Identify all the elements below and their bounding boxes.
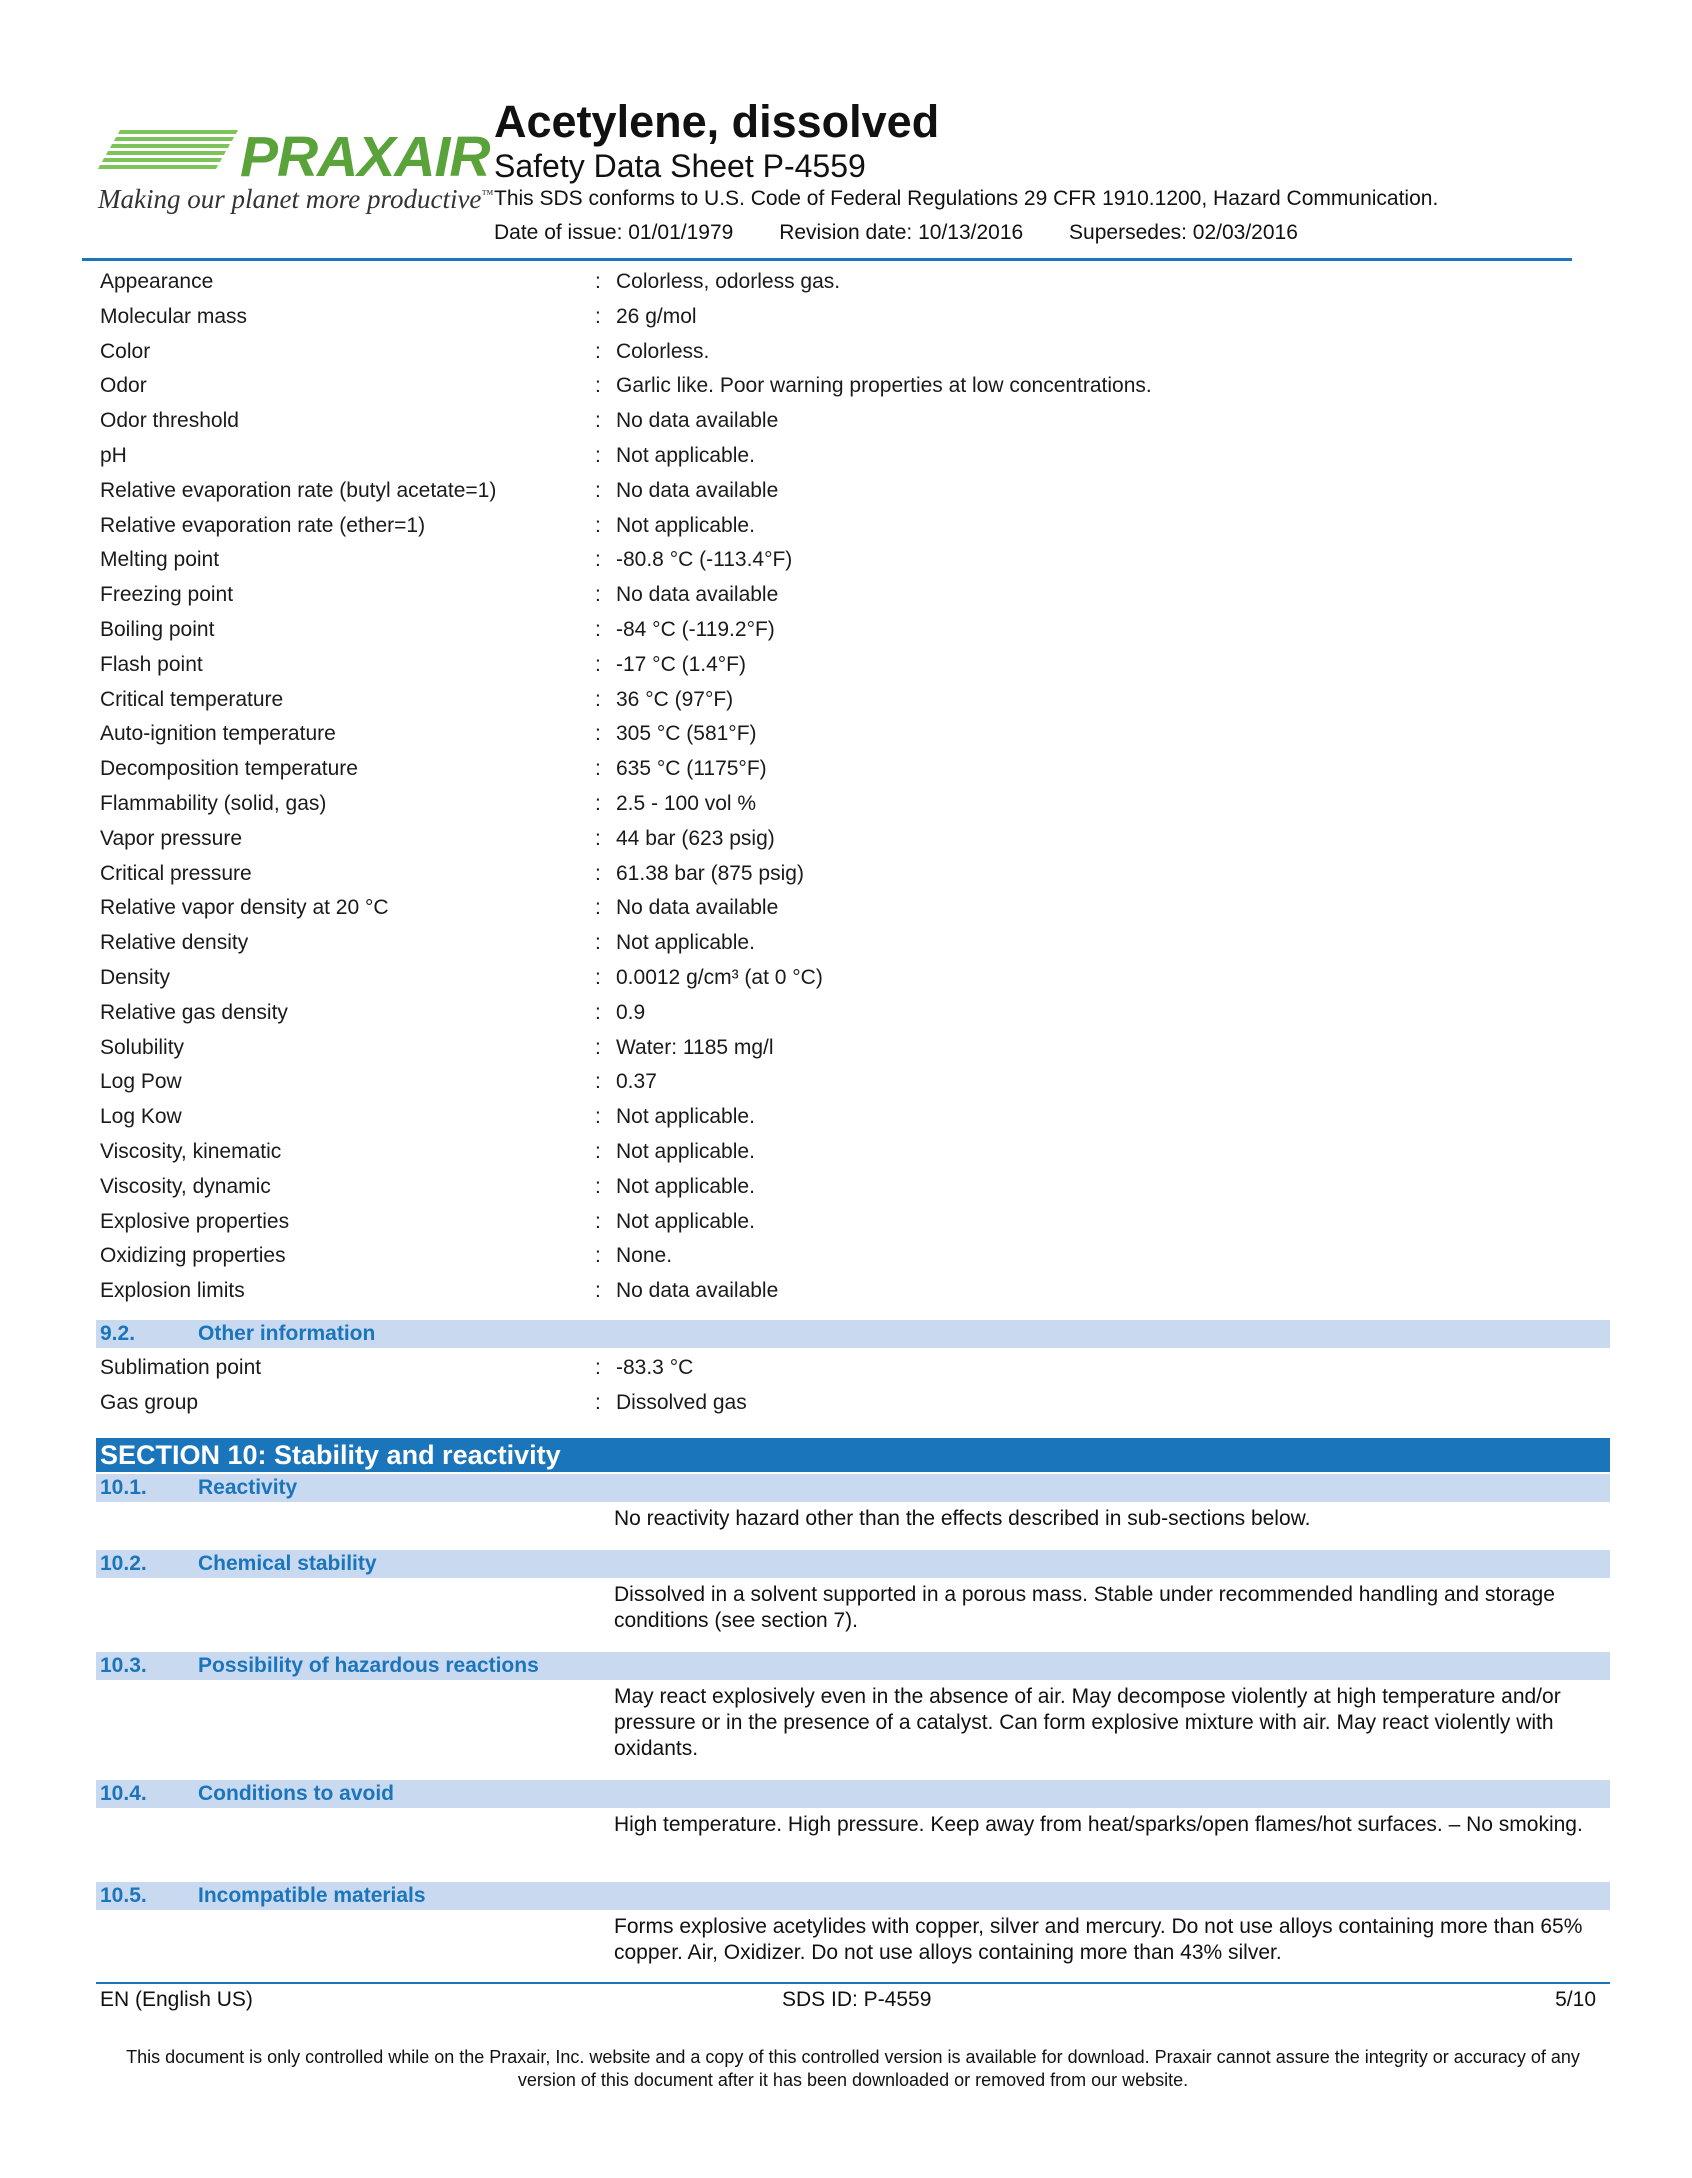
- property-row-other: [100, 1350, 1600, 1385]
- property-label: Log Pow: [100, 1070, 182, 1093]
- property-colon: :: [595, 340, 601, 363]
- property-label: Viscosity, kinematic: [100, 1140, 282, 1163]
- property-value: Not applicable.: [616, 1210, 755, 1233]
- property-colon: :: [595, 305, 601, 328]
- property-row: [100, 1030, 1600, 1065]
- subsection-bar: [96, 1550, 1610, 1578]
- property-value: Dissolved gas: [616, 1391, 747, 1414]
- property-row: [100, 682, 1600, 717]
- property-colon: :: [595, 1356, 601, 1379]
- property-value: 305 °C (581°F): [616, 722, 757, 745]
- property-value: -83.3 °C: [616, 1356, 694, 1379]
- property-label: pH: [100, 444, 127, 467]
- property-label: Decomposition temperature: [100, 757, 358, 780]
- property-row: [100, 890, 1600, 925]
- page-title: Acetylene, dissolved: [494, 96, 940, 147]
- property-value: None.: [616, 1244, 673, 1267]
- property-value: No data available: [616, 409, 779, 432]
- property-colon: :: [595, 1070, 601, 1093]
- property-row: [100, 995, 1600, 1030]
- property-label: Boiling point: [100, 618, 215, 641]
- subsection-title: Reactivity: [198, 1476, 298, 1499]
- property-label: Flammability (solid, gas): [100, 792, 327, 815]
- property-value: No data available: [616, 583, 779, 606]
- document-subtitle: Safety Data Sheet P-4559: [494, 148, 866, 184]
- property-row: [100, 368, 1600, 403]
- subsection-bar: [96, 1780, 1610, 1808]
- property-row: [100, 299, 1600, 334]
- property-label: Relative vapor density at 20 °C: [100, 896, 389, 919]
- property-colon: :: [595, 966, 601, 989]
- property-label: Viscosity, dynamic: [100, 1175, 271, 1198]
- footer-divider: [96, 1982, 1610, 1984]
- footer-page-number: 5/10: [1555, 1988, 1596, 2011]
- property-value: 635 °C (1175°F): [616, 757, 767, 780]
- property-value: Not applicable.: [616, 1140, 755, 1163]
- property-label: Gas group: [100, 1391, 199, 1414]
- logo-wordmark: PRAXAIR: [240, 125, 490, 189]
- property-label: Melting point: [100, 548, 220, 571]
- property-value: Not applicable.: [616, 1105, 755, 1128]
- property-row: [100, 751, 1600, 786]
- property-colon: :: [595, 1105, 601, 1128]
- subsection-title: Other information: [198, 1322, 376, 1345]
- property-colon: :: [595, 618, 601, 641]
- subsection-title: Incompatible materials: [198, 1884, 426, 1907]
- subsection-title: Possibility of hazardous reactions: [198, 1654, 539, 1677]
- subsection-number: 10.2.: [100, 1552, 147, 1575]
- property-value: Water: 1185 mg/l: [616, 1036, 774, 1059]
- property-row: [100, 716, 1600, 751]
- property-label: Molecular mass: [100, 305, 248, 328]
- property-row: [100, 1204, 1600, 1239]
- property-colon: :: [595, 931, 601, 954]
- property-colon: :: [595, 514, 601, 537]
- subsection-bar: [96, 1652, 1610, 1680]
- property-colon: :: [595, 479, 601, 502]
- property-value: Colorless, odorless gas.: [616, 270, 841, 293]
- property-row: [100, 1099, 1600, 1134]
- property-label: Solubility: [100, 1036, 185, 1059]
- property-colon: :: [595, 1036, 601, 1059]
- subsection-number: 9.2.: [100, 1322, 136, 1345]
- property-label: Odor: [100, 374, 147, 397]
- property-colon: :: [595, 409, 601, 432]
- subsection-number: 10.5.: [100, 1884, 147, 1907]
- property-label: Flash point: [100, 653, 203, 676]
- property-label: Color: [100, 340, 151, 363]
- property-label: Odor threshold: [100, 409, 239, 432]
- property-label: Vapor pressure: [100, 827, 243, 850]
- property-colon: :: [595, 374, 601, 397]
- property-colon: :: [595, 827, 601, 850]
- property-value: 44 bar (623 psig): [616, 827, 775, 850]
- property-colon: :: [595, 1244, 601, 1267]
- property-colon: :: [595, 1001, 601, 1024]
- property-row: [100, 786, 1600, 821]
- property-row: [100, 508, 1600, 543]
- property-colon: :: [595, 757, 601, 780]
- logo-stripes-icon: [98, 128, 248, 178]
- property-row: [100, 647, 1600, 682]
- property-colon: :: [595, 688, 601, 711]
- property-value: 0.0012 g/cm³ (at 0 °C): [616, 966, 823, 989]
- property-colon: :: [595, 896, 601, 919]
- property-label: Relative evaporation rate (butyl acetate=1): [100, 479, 497, 502]
- property-row: [100, 473, 1600, 508]
- conformance-statement: This SDS conforms to U.S. Code of Federal Regulations 29 CFR 1910.1200, Hazard Communication.: [494, 187, 1439, 210]
- subsection-number: 10.1.: [100, 1476, 147, 1499]
- property-colon: :: [595, 653, 601, 676]
- property-label: Explosive properties: [100, 1210, 290, 1233]
- property-value: -84 °C (-119.2°F): [616, 618, 775, 641]
- property-value: No data available: [616, 896, 779, 919]
- subsection-text: No reactivity hazard other than the effects described in sub-sections below.: [614, 1507, 1311, 1530]
- property-colon: :: [595, 1140, 601, 1163]
- property-value: Not applicable.: [616, 444, 755, 467]
- property-colon: :: [595, 722, 601, 745]
- logo-tagline: Making our planet more productive™: [98, 184, 494, 214]
- supersedes-date: Supersedes: 02/03/2016: [1069, 221, 1298, 244]
- property-label: Log Kow: [100, 1105, 182, 1128]
- property-value: No data available: [616, 1279, 779, 1302]
- property-row: [100, 925, 1600, 960]
- property-value: 2.5 - 100 vol %: [616, 792, 757, 815]
- property-colon: :: [595, 1175, 601, 1198]
- property-row: [100, 438, 1600, 473]
- property-colon: :: [595, 444, 601, 467]
- property-label: Auto-ignition temperature: [100, 722, 336, 745]
- section-10-header: [96, 1438, 1610, 1472]
- property-row: [100, 960, 1600, 995]
- property-label: Density: [100, 966, 171, 989]
- property-row: [100, 821, 1600, 856]
- property-label: Critical pressure: [100, 862, 252, 885]
- property-value: No data available: [616, 479, 779, 502]
- property-colon: :: [595, 792, 601, 815]
- property-value: 36 °C (97°F): [616, 688, 734, 711]
- property-row: [100, 264, 1600, 299]
- property-value: Not applicable.: [616, 1175, 755, 1198]
- property-row: [100, 542, 1600, 577]
- property-row: [100, 1134, 1600, 1169]
- subsection-text: Dissolved in a solvent supported in a porous mass. Stable under recommended handling and storage conditions (see section 7).: [614, 1583, 1555, 1632]
- property-row: [100, 1064, 1600, 1099]
- property-label: Oxidizing properties: [100, 1244, 286, 1267]
- property-row: [100, 612, 1600, 647]
- property-value: Garlic like. Poor warning properties at low concentrations.: [616, 374, 1152, 397]
- subsection-text: High temperature. High pressure. Keep away from heat/sparks/open flames/hot surfaces. – No smoking.: [614, 1813, 1583, 1836]
- property-value: -80.8 °C (-113.4°F): [616, 548, 793, 571]
- document-dates: [494, 221, 1338, 245]
- footer-sds-id: SDS ID: P-4559: [782, 1988, 932, 2011]
- subsection-bar: [96, 1474, 1610, 1502]
- property-row: [100, 577, 1600, 612]
- property-colon: :: [595, 583, 601, 606]
- property-label: Sublimation point: [100, 1356, 262, 1379]
- property-label: Freezing point: [100, 583, 234, 606]
- property-row: [100, 334, 1600, 369]
- property-row: [100, 1169, 1600, 1204]
- subsection-9-2-bar: [96, 1320, 1610, 1348]
- property-label: Relative gas density: [100, 1001, 288, 1024]
- property-colon: :: [595, 1279, 601, 1302]
- property-label: Relative density: [100, 931, 249, 954]
- property-value: Not applicable.: [616, 514, 755, 537]
- property-value: 0.9: [616, 1001, 646, 1024]
- property-label: Relative evaporation rate (ether=1): [100, 514, 426, 537]
- property-value: Not applicable.: [616, 931, 755, 954]
- subsection-text: Forms explosive acetylides with copper, silver and mercury. Do not use alloys containing more than 65% copper. Air, Oxidizer. Do not use alloys containing more than 43% silver.: [614, 1915, 1583, 1964]
- revision-date: Revision date: 10/13/2016: [779, 221, 1024, 244]
- property-colon: :: [595, 270, 601, 293]
- subsection-text: May react explosively even in the absence of air. May decompose violently at high temperature and/or pressure or in the presence of a catalyst. Can form explosive mixture with air. May react violently with oxidants.: [614, 1685, 1561, 1760]
- property-colon: :: [595, 1391, 601, 1414]
- subsection-number: 10.4.: [100, 1782, 147, 1805]
- section-title: SECTION 10: Stability and reactivity: [100, 1440, 561, 1470]
- property-label: Critical temperature: [100, 688, 284, 711]
- property-value: -17 °C (1.4°F): [616, 653, 746, 676]
- property-colon: :: [595, 862, 601, 885]
- property-row: [100, 1238, 1600, 1273]
- footer-disclaimer: This document is only controlled while on the Praxair, Inc. website and a copy of this controlled version is available for download. Praxair cannot assure the integrity or accuracy of any version of this document after it has been downloaded or removed from our website.: [126, 2047, 1580, 2090]
- property-colon: :: [595, 548, 601, 571]
- date-of-issue: Date of issue: 01/01/1979: [494, 221, 734, 244]
- subsection-bar: [96, 1882, 1610, 1910]
- property-row: [100, 1273, 1600, 1308]
- property-value: Colorless.: [616, 340, 710, 363]
- property-value: 0.37: [616, 1070, 657, 1093]
- property-value: 61.38 bar (875 psig): [616, 862, 804, 885]
- property-label: Explosion limits: [100, 1279, 245, 1302]
- property-row: [100, 403, 1600, 438]
- subsection-number: 10.3.: [100, 1654, 147, 1677]
- subsection-title: Conditions to avoid: [198, 1782, 394, 1805]
- subsection-title: Chemical stability: [198, 1552, 377, 1575]
- header-divider: [82, 258, 1572, 261]
- property-row-other: [100, 1385, 1600, 1420]
- footer-language: EN (English US): [100, 1988, 253, 2011]
- property-label: Appearance: [100, 270, 214, 293]
- property-row: [100, 856, 1600, 891]
- property-colon: :: [595, 1210, 601, 1233]
- property-value: 26 g/mol: [616, 305, 697, 328]
